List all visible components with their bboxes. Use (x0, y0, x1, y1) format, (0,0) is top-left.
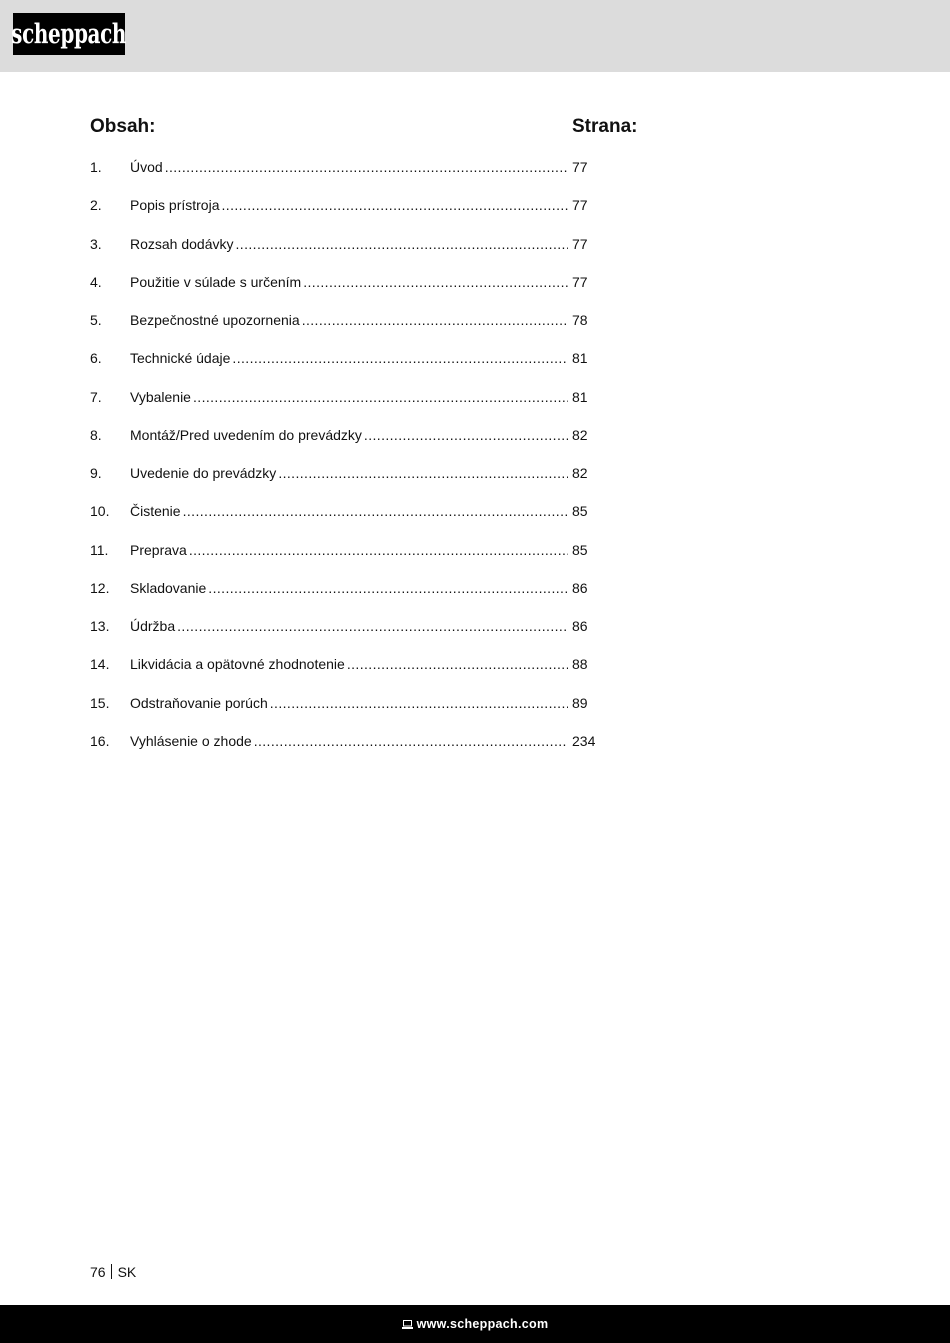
toc-item[interactable] (90, 310, 610, 348)
toc-item-page: 82 (572, 465, 588, 482)
toc-item-entry (130, 731, 568, 751)
toc-item-number: 8. (90, 426, 102, 443)
toc-item[interactable] (90, 693, 610, 731)
page-footer-label (90, 1264, 136, 1280)
toc-item[interactable] (90, 540, 610, 578)
toc-item-entry (130, 387, 568, 407)
header-bar (0, 0, 950, 72)
toc-item[interactable] (90, 501, 610, 539)
toc-item[interactable] (90, 157, 610, 195)
toc-item-entry (130, 501, 568, 521)
monitor-icon (402, 1320, 413, 1329)
toc-item-page: 77 (572, 273, 588, 290)
toc-item-title: Skladovanie (130, 579, 207, 596)
toc-item-title: Technické údaje (130, 350, 231, 367)
toc-item-page: 85 (572, 503, 588, 520)
toc-item-number: 14. (90, 656, 110, 673)
toc-item-page: 86 (572, 618, 588, 635)
toc-item-entry (130, 463, 568, 483)
toc-item-title: Vybalenie (130, 388, 191, 405)
toc-item[interactable] (90, 654, 610, 692)
footer-bar (0, 1305, 950, 1343)
toc-item-page: 82 (572, 426, 588, 443)
toc-heading-page: Strana: (572, 116, 638, 137)
toc-item-number: 1. (90, 159, 102, 175)
toc-item-number: 2. (90, 197, 102, 214)
toc-item-number: 5. (90, 312, 102, 329)
scheppach-logo (13, 13, 125, 55)
website-url: www.scheppach.com (416, 1317, 549, 1331)
toc-item-page: 77 (572, 235, 588, 252)
toc-item-page: 81 (572, 388, 588, 405)
toc-item-page: 78 (572, 312, 588, 329)
toc-item-page: 77 (572, 159, 588, 175)
toc-item-title: Preprava (130, 541, 187, 558)
website-link[interactable] (402, 1317, 549, 1331)
toc-item-entry (130, 693, 568, 713)
toc-item-title: Likvidácia a opätovné zhodnotenie (130, 656, 345, 673)
toc-item-page: 86 (572, 579, 588, 596)
toc-item[interactable] (90, 463, 610, 501)
toc-item[interactable] (90, 731, 610, 769)
toc-item-number: 11. (90, 541, 109, 558)
toc-item-title: Vyhlásenie o zhode (130, 732, 252, 749)
toc-item-title: Údržba (130, 618, 176, 635)
toc-item-entry (130, 348, 568, 368)
language-code: SK (117, 1264, 137, 1280)
toc-item[interactable] (90, 272, 610, 310)
toc-item-entry (130, 540, 568, 560)
toc-item[interactable] (90, 234, 610, 272)
toc-item-number: 15. (90, 694, 110, 711)
toc-item-entry (130, 195, 568, 215)
toc-item[interactable] (90, 195, 610, 233)
toc-item-title: Použitie v súlade s určením (130, 273, 302, 290)
toc-item-entry (130, 272, 568, 292)
toc-heading-contents: Obsah: (90, 116, 156, 137)
logo-text: scheppach (11, 18, 127, 50)
toc-item-page: 88 (572, 656, 588, 673)
toc-item-page: 89 (572, 694, 588, 711)
toc-item[interactable] (90, 425, 610, 463)
toc-item-entry (130, 310, 568, 330)
toc-item-number: 7. (90, 388, 102, 405)
toc-item-page: 77 (572, 197, 588, 214)
toc-item-page: 81 (572, 350, 588, 367)
toc-item-page: 85 (572, 541, 588, 558)
toc-item-title: Uvedenie do prevádzky (130, 465, 277, 482)
toc-item-number: 12. (90, 579, 110, 596)
table-of-contents (90, 157, 610, 769)
toc-item-title: Bezpečnostné upozornenia (130, 312, 300, 329)
toc-item-title: Úvod (130, 159, 163, 175)
toc-item[interactable] (90, 387, 610, 425)
toc-item-number: 13. (90, 618, 110, 635)
toc-item-title: Popis prístroja (130, 197, 220, 214)
toc-item-title: Odstraňovanie porúch (130, 694, 268, 711)
toc-item[interactable] (90, 616, 610, 654)
toc-item-number: 10. (90, 503, 110, 520)
toc-item-number: 16. (90, 732, 110, 749)
toc-item[interactable] (90, 578, 610, 616)
toc-item-entry (130, 157, 568, 177)
toc-item[interactable] (90, 348, 610, 386)
toc-item-number: 4. (90, 273, 102, 290)
toc-item-title: Rozsah dodávky (130, 235, 234, 252)
toc-item-title: Čistenie (130, 503, 181, 520)
divider (111, 1264, 112, 1279)
toc-item-number: 9. (90, 465, 102, 482)
toc-item-entry (130, 616, 568, 636)
toc-item-entry (130, 654, 568, 674)
toc-item-entry (130, 425, 568, 445)
toc-item-page: 234 (572, 732, 596, 749)
page-number: 76 (90, 1264, 106, 1280)
toc-item-number: 6. (90, 350, 102, 367)
toc-item-number: 3. (90, 235, 102, 252)
toc-item-title: Montáž/Pred uvedením do prevádzky (130, 426, 362, 443)
toc-item-entry (130, 578, 568, 598)
toc-item-entry (130, 234, 568, 254)
